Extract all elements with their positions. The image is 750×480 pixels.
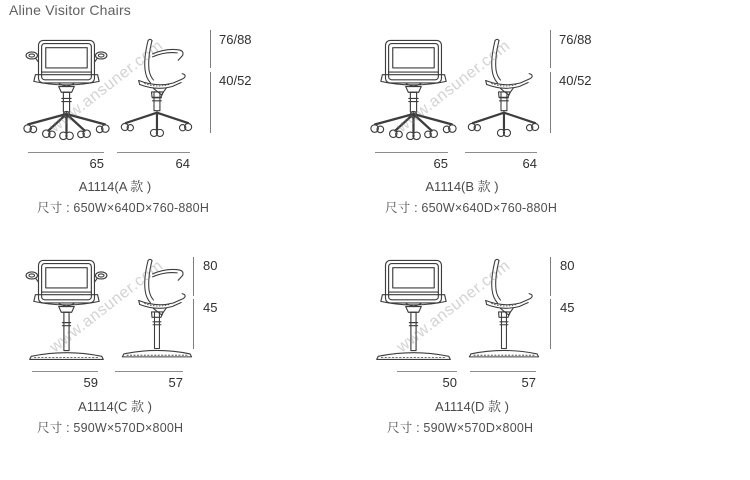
depth-dimension-line	[470, 371, 536, 372]
overall-height-label: 80	[560, 258, 575, 273]
watermark: www.ansuner.com	[393, 257, 514, 357]
product-panel-c	[0, 240, 300, 460]
width-dimension-line	[32, 371, 98, 372]
seat-height-label: 45	[203, 300, 218, 315]
chair-front-view-drawing	[20, 28, 114, 142]
depth-dimension-line	[465, 152, 537, 153]
height-dimension-line-upper	[210, 30, 211, 68]
product-panel-a	[0, 20, 300, 240]
chair-side-view-drawing	[112, 248, 196, 362]
seat-height-label: 45	[560, 300, 575, 315]
height-dimension-line-lower	[550, 72, 551, 133]
width-dimension-line	[397, 371, 457, 372]
width-label: 65	[89, 156, 104, 171]
seat-height-label: 40/52	[219, 73, 252, 88]
dimensions-text: 尺寸 : 650W×640D×760-880H	[385, 201, 558, 215]
chair-side-view-drawing	[459, 248, 543, 362]
chair-front-view-drawing	[367, 248, 461, 362]
product-panel-d	[347, 240, 647, 460]
chair-side-view-drawing	[112, 28, 196, 142]
depth-label: 57	[168, 375, 183, 390]
model-label: A1114(A 款 )	[78, 179, 152, 194]
dimensions-text: 尺寸 : 590W×570D×800H	[37, 421, 184, 435]
depth-label: 57	[521, 375, 536, 390]
height-dimension-line-lower	[550, 299, 551, 349]
height-dimension-line-lower	[193, 299, 194, 349]
depth-label: 64	[175, 156, 190, 171]
dimensions-text: 尺寸 : 590W×570D×800H	[387, 421, 534, 435]
depth-label: 64	[522, 156, 537, 171]
width-label: 50	[442, 375, 457, 390]
chair-front-view-drawing	[20, 248, 114, 362]
overall-height-label: 76/88	[219, 32, 252, 47]
height-dimension-line-lower	[210, 72, 211, 133]
chair-side-view-drawing	[459, 28, 543, 142]
chair-front-view-drawing	[367, 28, 461, 142]
page-title: Aline Visitor Chairs	[9, 2, 132, 18]
model-label: A1114(C 款 )	[78, 399, 152, 414]
watermark: www.ansuner.com	[46, 37, 167, 137]
model-label: A1114(D 款 )	[435, 399, 509, 414]
height-dimension-line-upper	[550, 257, 551, 296]
model-label: A1114(B 款 )	[425, 179, 499, 194]
watermark: www.ansuner.com	[393, 37, 514, 137]
dimensions-text: 尺寸 : 650W×640D×760-880H	[37, 201, 210, 215]
product-panel-b	[347, 20, 647, 240]
overall-height-label: 80	[203, 258, 218, 273]
width-dimension-line	[28, 152, 104, 153]
height-dimension-line-upper	[193, 257, 194, 296]
depth-dimension-line	[117, 152, 190, 153]
width-label: 59	[83, 375, 98, 390]
depth-dimension-line	[115, 371, 183, 372]
width-dimension-line	[375, 152, 448, 153]
width-label: 65	[433, 156, 448, 171]
height-dimension-line-upper	[550, 30, 551, 68]
overall-height-label: 76/88	[559, 32, 592, 47]
seat-height-label: 40/52	[559, 73, 592, 88]
watermark: www.ansuner.com	[46, 257, 167, 357]
